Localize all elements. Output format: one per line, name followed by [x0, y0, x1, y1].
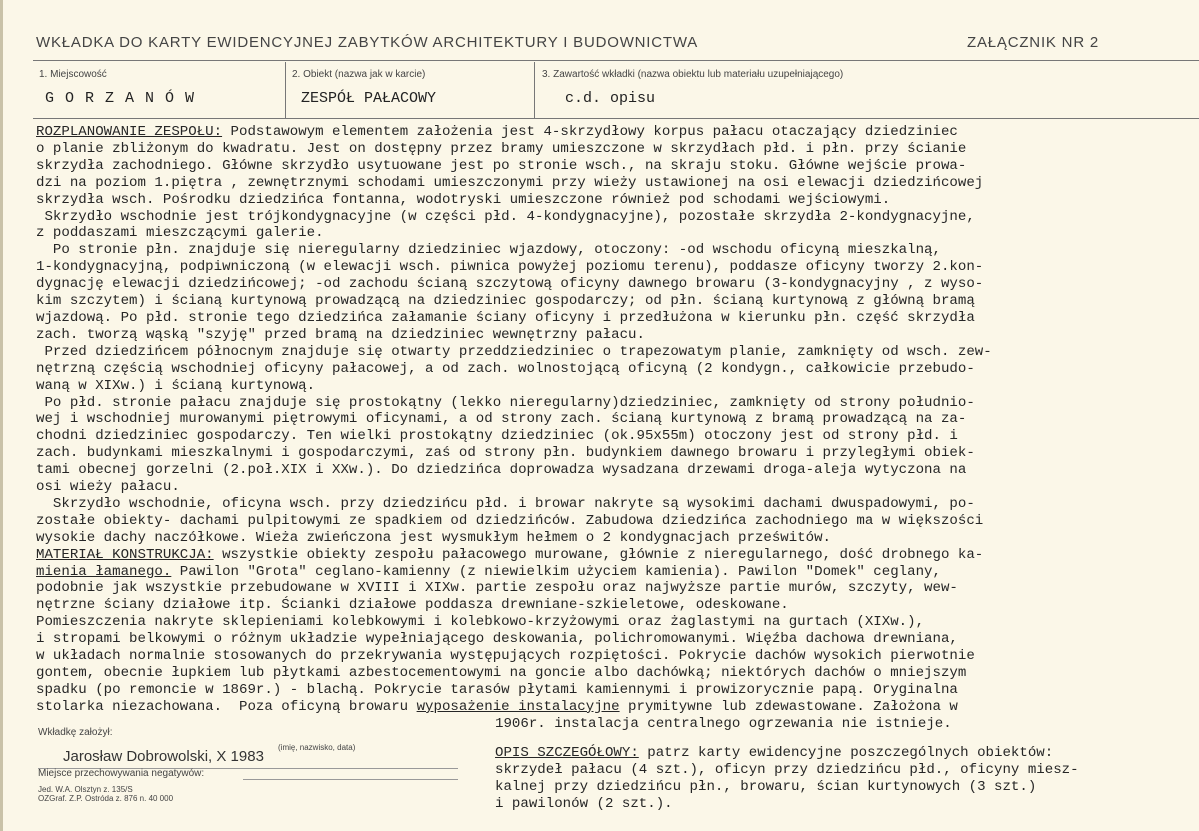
body-line: prymitywne lub zdewastowane. Założona w [619, 698, 958, 715]
body-line: dzi na poziom 1.piętra , zewnętrznymi schodami umieszczonymi przy wieży ustawionej na osi elewacji dziedzińcowej [36, 174, 984, 191]
body-line: chodni dziedziniec gospodarczy. Ten wielki prostokątny dziedziniec (ok.95x55m) otoczony jest od strony płd. i [36, 428, 958, 445]
section-heading-material: MATERIAŁ KONSTRUKCJA: [36, 546, 214, 563]
body-line: zach. budynkami mieszkalnymi i gospodarczymi, zaś od strony płn. budynkiem dawnego browaru i przyległymi obiek- [36, 445, 975, 462]
printer-note: Jed. W.A. Olsztyn z. 135/S [38, 785, 133, 794]
opis-line: patrz karty ewidencyjne poszczególnych obiektów: [638, 745, 1054, 761]
body-line: 1906r. instalacja centralnego ogrzewania nie istnieje. [495, 715, 952, 732]
body-line: Podstawowym elementem założenia jest 4-skrzydłowy korpus pałacu otaczający dziedziniec [222, 124, 958, 140]
field-divider [534, 62, 535, 118]
author-label: Wkładkę założył: [38, 727, 113, 738]
body-line: skrzydła wsch. Pośrodku dziedzińca fontanna, wodotryski umieszczone również pod schodami wejściowymi. [36, 191, 891, 208]
body-line: skrzydła zachodniego. Główne skrzydło usytuowane jest po stronie wsch., na skraju stoku. Główne wejście prowa- [36, 157, 967, 174]
body-line: nętrzną częścią wschodniej oficyny pałacowej, a od zach. wolnostojącą oficyną (2 kondygn., całkowicie przebudo- [36, 360, 975, 377]
body-line: tami obecnej gorzelni (2.poł.XIX i XXw.). Do dziedzińca doprowadza wysadzana drzewami droga-aleja wytyczona na [36, 462, 967, 479]
content-label: 3. Zawartość wkładki (nazwa obiektu lub materiału uzupełniającego) [542, 69, 844, 80]
field-divider [285, 62, 286, 118]
body-line: z poddaszami mieszczącymi galerie. [36, 225, 324, 242]
content-value: c.d. opisu [565, 90, 656, 107]
body-line: nętrzne ściany działowe itp. Ścianki działowe poddasza drewniane-szkieletowe, odeskowane. [36, 597, 789, 614]
object-label: 2. Obiekt (nazwa jak w karcie) [292, 69, 426, 80]
header-divider [33, 60, 1199, 61]
body-line: Przed dziedzińcem północnym znajduje się otwarty przeddziedziniec o trapezowatym planie, zamknięty od wsch. zew- [36, 343, 992, 360]
body-line: osi wieży pałacu. [36, 479, 180, 496]
body-line: mienia łamanego. [36, 563, 172, 580]
opis-line: i pawilonów (2 szt.). [495, 795, 673, 812]
body-line: i stropami belkowymi o różnym układzie wypełniającego deskowania, polichromowanymi. Więźba dachowa drewniana, [36, 631, 958, 648]
author-value: Jarosław Dobrowolski, X 1983 [63, 748, 264, 765]
printer-note: OZGraf. Z.P. Ostróda z. 876 n. 40 000 [38, 794, 174, 803]
opis-line: skrzydeł pałacu (4 szt.), oficyn przy dziedzińcu płd., oficyny miesz- [495, 761, 1079, 778]
body-line: zach. tworzą wąską "szyję" przed bramą na dziedziniec wewnętrzny pałacu. [36, 326, 645, 343]
description-body [36, 124, 1176, 733]
body-line: Po płd. stronie pałacu znajduje się prostokątny (lekko nieregularny)dziedziniec, zamknięty od strony południo- [36, 394, 975, 411]
opis-line: kalnej przy dziedzińcu płn., browaru, ścian kurtynowych (3 szt.) [495, 778, 1037, 795]
body-line: Pomieszczenia nakryte sklepieniami kolebkowymi i kolebkowo-krzyżowymi oraz żaglastymi na gurtach (XIXw.), [36, 614, 925, 631]
body-line: o planie zbliżonym do kwadratu. Jest on dostępny przez bramy umieszczone w skrzydłach płd. i płn. przy ścianie [36, 140, 967, 157]
body-line: wjazdową. Po płd. stronie tego dziedzińca załamanie ściany oficyny i przedłużona w kierunku płn. część skrzydła [36, 309, 975, 326]
body-line: stolarka niezachowana. Poza oficyną browaru [36, 698, 417, 715]
fields-bottom-rule [33, 118, 1199, 119]
object-value: ZESPÓŁ PAŁACOWY [301, 90, 437, 107]
body-line: Skrzydło wschodnie, oficyna wsch. przy dziedzińcu płd. i browar nakryte są wysokimi dachami dwuspadowymi, po- [36, 495, 975, 512]
body-line: kim szczytem) i ścianą kurtynową prowadzącą na dziedziniec gospodarczy; od płn. ścianą kurtynową z główną bramą [36, 293, 975, 310]
body-line: wysokie dachy naczółkowe. Wieża zwieńczona jest wysmukłym hełmem o 2 kondygnacjach prześwitów. [36, 529, 832, 546]
body-line: podobnie jak wszystkie przebudowane w XVIII i XIXw. partie zespołu oraz najwyższe partie murów, szczyty, wew- [36, 580, 958, 597]
negatives-label: Miejsce przechowywania negatywów: [38, 768, 205, 779]
body-line: dygnację elewacji dziedzińcowej; -od zachodu ścianą szczytową oficyny dawnego browaru (3-kondygnacyjny , z wyso- [36, 276, 984, 293]
section-heading-detail: OPIS SZCZEGÓŁOWY: [495, 745, 639, 761]
body-line: Po stronie płn. znajduje się nieregularny dziedziniec wjazdowy, otoczony: -od wschodu oficyną mieszkalną, [36, 242, 941, 259]
locality-value: G O R Z A N Ó W [45, 90, 196, 107]
author-hint: (imię, nazwisko, data) [278, 743, 356, 752]
annex-number: ZAŁĄCZNIK NR 2 [967, 34, 1100, 51]
body-line: Skrzydło wschodnie jest trójkondygnacyjne (w części płd. 4-kondygnacyjne), pozostałe skrzydła 2-kondygnacyjne, [36, 208, 975, 225]
body-line: zostałe obiekty- dachami pulpitowymi ze spadkiem od dziedzińców. Zabudowa dziedzińca zachodniego ma w większości [36, 512, 984, 529]
body-line: wej i wschodniej murowanymi piętrowymi oficynami, a od strony zach. ścianą kurtynową z bramą prowadzącą na za- [36, 411, 967, 428]
body-line: 1-kondygnacyjną, podpiwniczoną (w elewacji wsch. piwnica powyżej poziomu terenu), poddasze oficyny tworzy 2.kon- [36, 259, 984, 276]
body-line: Pawilon "Grota" ceglano-kamienny (z niewielkim użyciem kamienia). Pawilon "Domek" ceglany, [171, 563, 941, 580]
body-line: waną w XIXw.) i ścianą kurtynową. [36, 377, 316, 394]
body-line: gontem, obecnie łupkiem lub płytkami azbestocementowymi na goncie albo dachówką; niektórych dachów o mniejszym [36, 665, 967, 681]
negatives-line [243, 779, 458, 780]
detailed-description [495, 745, 1079, 813]
body-line: wszystkie obiekty zespołu pałacowego murowane, głównie z nieregularnego, dość drobnego ka- [213, 546, 984, 563]
section-heading-layout: ROZPLANOWANIE ZESPOŁU: [36, 124, 223, 140]
form-title: WKŁADKA DO KARTY EWIDENCYJNEJ ZABYTKÓW ARCHITEKTURY I BUDOWNICTWA [36, 34, 699, 51]
body-line: w układach normalnie stosowanych do przekrywania występujących rozpiętości. Pokrycie dachów wysokich pierwotnie [36, 648, 975, 665]
body-line: wyposażenie instalacyjne [416, 698, 620, 715]
locality-label: 1. Miejscowość [39, 69, 107, 80]
body-line: spadku (po remoncie w 1869r.) - blachą. Pokrycie tarasów płytami kamiennymi i prowizorycznie papą. Oryginalna [36, 681, 958, 698]
